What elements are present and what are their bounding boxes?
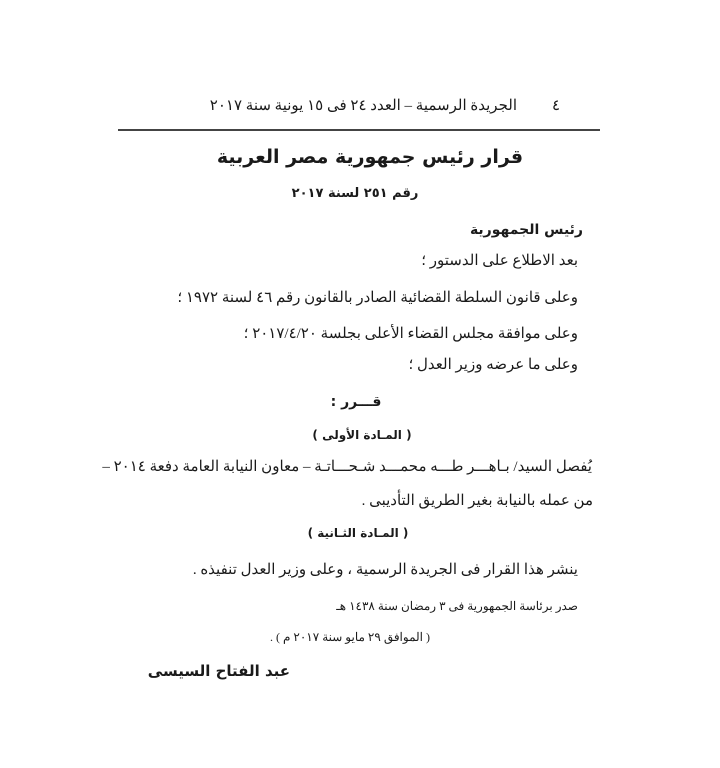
header-divider	[118, 129, 600, 131]
decree-number: رقم ٢٥١ لسنة ٢٠١٧	[291, 186, 419, 201]
issuer-heading: رئيس الجمهورية	[469, 222, 583, 238]
preamble-line: بعد الاطلاع على الدستور ؛	[421, 253, 578, 269]
article-1-line: من عمله بالنيابة بغير الطريق التأديبى .	[361, 493, 593, 509]
article-1-heading: ( المـادة الأولى )	[312, 428, 412, 442]
issued-date: صدر برئاسة الجمهورية فى ٣ رمضان سنة ١٤٣٨ هـ	[336, 599, 578, 613]
article-2-heading: ( المـادة الثـانية )	[307, 526, 409, 540]
page-number: ٤	[551, 98, 560, 114]
preamble-line: وعلى موافقة مجلس القضاء الأعلى بجلسة ٢٠١٧/٤/٢٠ ؛	[243, 326, 578, 342]
signature: عبد الفتاح السيسى	[147, 662, 290, 680]
preamble-line: وعلى قانون السلطة القضائية الصادر بالقانون رقم ٤٦ لسنة ١٩٧٢ ؛	[177, 290, 578, 306]
preamble-line: وعلى ما عرضه وزير العدل ؛	[408, 357, 578, 373]
article-2-text: ينشر هذا القرار فى الجريدة الرسمية ، وعلى وزير العدل تنفيذه .	[192, 562, 578, 578]
gazette-issue: الجريدة الرسمية – العدد ٢٤ فى ١٥ يونية سنة ٢٠١٧	[209, 98, 517, 114]
decided-heading: قـــرر :	[330, 394, 382, 410]
corresponding-date: ( الموافق ٢٩ مايو سنة ٢٠١٧ م ) .	[269, 630, 431, 644]
decree-title: قرار رئيس جمهورية مصر العربية	[216, 146, 524, 168]
article-1-line: يُفصل السيد/ بـاهـــر طـــه محمـــد شـحـــاتـة – معاون النيابة العامة دفعة ٢٠١٤ –	[102, 459, 592, 475]
